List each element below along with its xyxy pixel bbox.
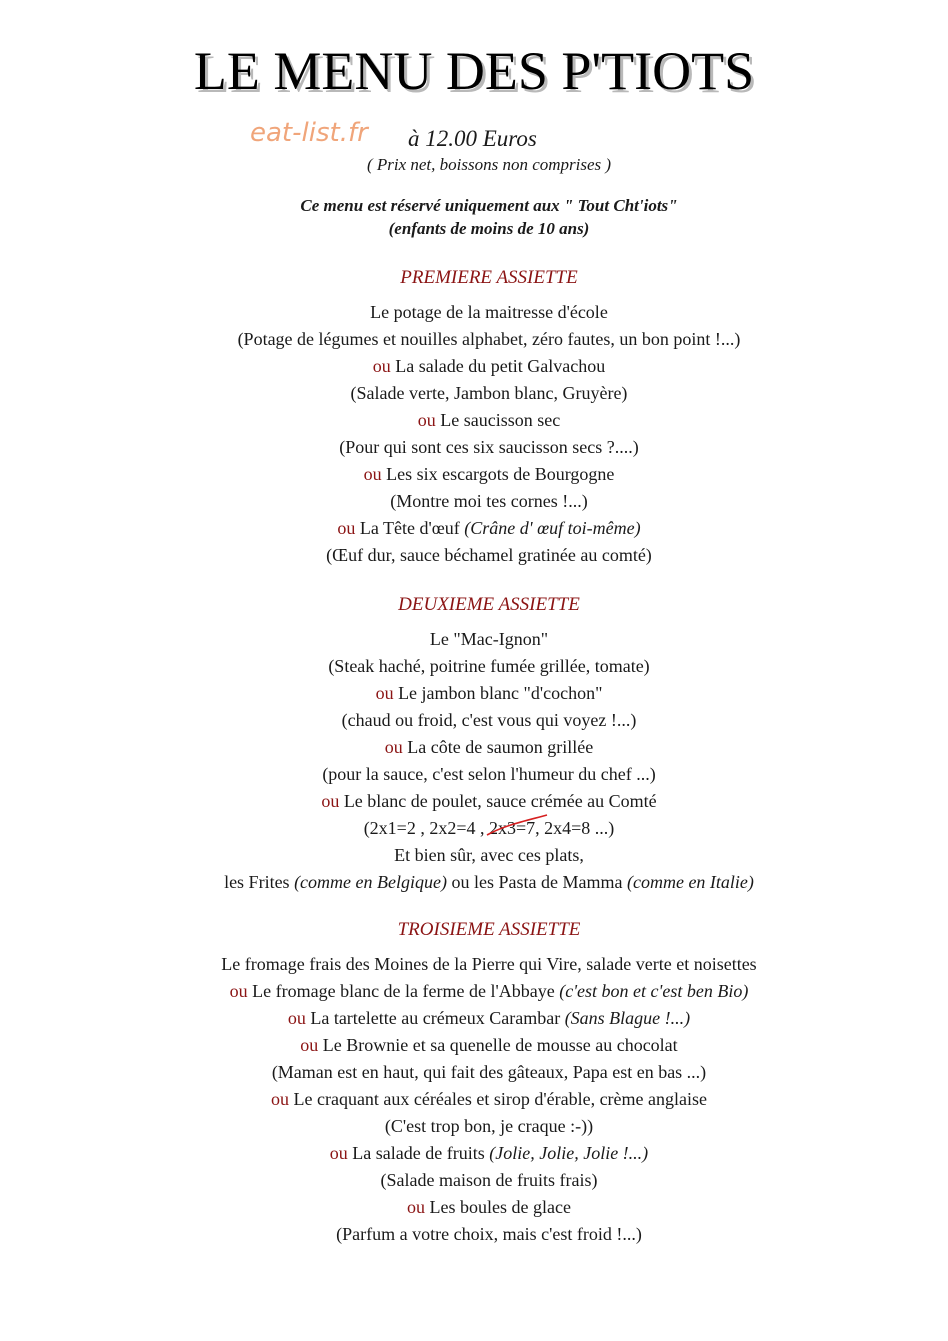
strike-mark-icon <box>485 811 549 841</box>
dish-name: Le jambon blanc "d'cochon" <box>398 683 603 703</box>
course-troisieme <box>0 916 948 1248</box>
dish-option <box>30 680 948 707</box>
side-frites: les Frites <box>224 872 290 892</box>
dish-description: (Salade verte, Jambon blanc, Gruyère) <box>350 383 628 403</box>
dish-name: Le fromage blanc de la ferme de l'Abbaye <box>252 981 555 1001</box>
ou-connector: ou <box>363 464 382 484</box>
dish-description: (chaud ou froid, c'est vous qui voyez !...) <box>341 710 637 730</box>
dish-name: Le fromage frais des Moines de la Pierre qui Vire, salade verte et noisettes <box>221 954 757 974</box>
dish-description: (Steak haché, poitrine fumée grillée, tomate) <box>328 656 650 676</box>
dish-name: Le blanc de poulet, sauce crémée au Comté <box>343 791 657 811</box>
dish-description: (Sans Blague !...) <box>564 1008 691 1028</box>
price-note: ( Prix net, boissons non comprises ) <box>366 155 612 174</box>
dish-option <box>30 515 948 542</box>
ou-connector: ou <box>229 981 248 1001</box>
dish-option <box>30 407 948 434</box>
dish-description: (Crâne d' œuf toi-même) <box>464 518 641 538</box>
dish-option <box>30 1086 948 1113</box>
menu-title: LE MENU DES P'TIOTS <box>193 41 755 101</box>
ou-connector: ou <box>407 1197 426 1217</box>
dish-option <box>30 1032 948 1059</box>
section-heading-troisieme: TROISIEME ASSIETTE <box>397 919 581 940</box>
dish-description: (Jolie, Jolie, Jolie !...) <box>489 1143 649 1163</box>
dish-description <box>30 815 948 842</box>
ou-connector: ou <box>384 737 403 757</box>
dish-description: (Maman est en haut, qui fait des gâteaux, Papa est en bas ...) <box>271 1062 707 1082</box>
dish-name: Le craquant aux céréales et sirop d'érable, crème anglaise <box>293 1089 708 1109</box>
dish-name: Le Brownie et sa quenelle de mousse au chocolat <box>322 1035 678 1055</box>
sides-line <box>30 869 948 896</box>
side-description: (comme en Belgique) <box>294 872 447 892</box>
reservation-line-2: (enfants de moins de 10 ans) <box>388 219 590 238</box>
dish-description: (Pour qui sont ces six saucisson secs ?....) <box>339 437 639 457</box>
dish-name: Le "Mac-Ignon" <box>429 629 549 649</box>
dish-name: La tartelette au crémeux Carambar <box>310 1008 561 1028</box>
dish-name: Les six escargots de Bourgogne <box>386 464 615 484</box>
dish-name: Le saucisson sec <box>440 410 561 430</box>
dish-option <box>30 353 948 380</box>
ou-connector: ou <box>372 356 391 376</box>
dish-description: (C'est trop bon, je craque :-)) <box>384 1116 594 1136</box>
dish-option <box>30 978 948 1005</box>
course-deuxieme <box>0 591 948 896</box>
dish-description: (Potage de légumes et nouilles alphabet, zéro fautes, un bon point !...) <box>237 329 741 349</box>
dish-description: (Parfum a votre choix, mais c'est froid !...) <box>336 1224 642 1244</box>
dish-option <box>30 734 948 761</box>
course-premiere <box>0 264 948 569</box>
dish-description: (Montre moi tes cornes !...) <box>390 491 588 511</box>
dish-option <box>30 1005 948 1032</box>
section-heading-premiere: PREMIERE ASSIETTE <box>400 267 578 288</box>
dish-option <box>30 1140 948 1167</box>
dish-name: Les boules de glace <box>429 1197 571 1217</box>
dish-option <box>30 1194 948 1221</box>
reservation-note <box>0 194 948 240</box>
watermark-logo: eat-list.fr <box>250 118 368 148</box>
ou-connector: ou <box>321 791 340 811</box>
menu-price: à 12.00 Euros <box>408 126 537 151</box>
ou-connector: ou <box>375 683 394 703</box>
dish-description: (Œuf dur, sauce béchamel gratinée au comté) <box>326 545 652 565</box>
reservation-line-1: Ce menu est réservé uniquement aux " Tout Cht'iots" <box>300 196 678 215</box>
dish-option <box>30 461 948 488</box>
ou-connector: ou <box>337 518 356 538</box>
ou-connector: ou <box>329 1143 348 1163</box>
struck-equation: 2x3=7 <box>488 818 536 838</box>
section-heading-deuxieme: DEUXIEME ASSIETTE <box>398 594 580 615</box>
dish-name: La salade du petit Galvachou <box>395 356 606 376</box>
dish-name: La Tête d'œuf <box>359 518 460 538</box>
ou-connector: ou <box>417 410 436 430</box>
sides-intro: Et bien sûr, avec ces plats, <box>394 845 584 865</box>
dish-description: (c'est bon et c'est ben Bio) <box>559 981 749 1001</box>
multiplication-text: , 2x4=8 ...) <box>535 818 615 838</box>
crossed-out-text <box>489 815 535 842</box>
ou-connector: ou <box>270 1089 289 1109</box>
multiplication-text: (2x1=2 , 2x2=4 , <box>363 818 489 838</box>
dish-description: (pour la sauce, c'est selon l'humeur du chef ...) <box>322 764 656 784</box>
side-description: (comme en Italie) <box>626 872 754 892</box>
side-pasta: ou les Pasta de Mamma <box>451 872 623 892</box>
dish-name: Le potage de la maitresse d'école <box>370 302 608 322</box>
dish-description: (Salade maison de fruits frais) <box>380 1170 598 1190</box>
ou-connector: ou <box>287 1008 306 1028</box>
dish-name: La côte de saumon grillée <box>407 737 594 757</box>
ou-connector: ou <box>300 1035 319 1055</box>
dish-name: La salade de fruits <box>352 1143 485 1163</box>
